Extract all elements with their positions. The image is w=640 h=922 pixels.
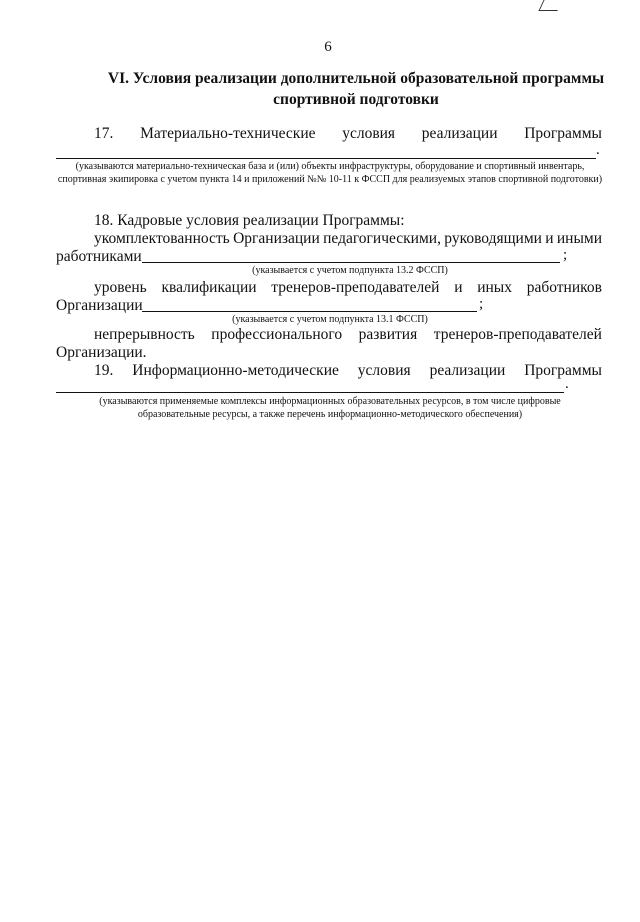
item19-end-mark: . — [565, 376, 569, 392]
staffing-line2: работниками — [56, 248, 142, 265]
staffing-blank-line — [142, 262, 560, 263]
item17-word: 17. — [94, 125, 114, 142]
staffing-note: (указывается с учетом подпункта 13.2 ФССП) — [252, 265, 448, 276]
qualification-word: иных — [477, 279, 512, 296]
item17-end-mark: . — [596, 142, 600, 158]
continuity-word: развития — [358, 326, 418, 343]
continuity-line2: Организации. — [56, 344, 147, 361]
staffing-word: Организации — [233, 230, 320, 247]
item19-word: условия — [357, 362, 411, 379]
staffing-word: иными — [556, 230, 602, 247]
item17-word: реализации — [421, 125, 498, 142]
qualification-blank-line — [142, 311, 477, 312]
continuity-line — [94, 325, 602, 345]
continuity-word: тренеров-преподавателей — [433, 326, 602, 343]
staffing-word: и — [545, 230, 554, 247]
staffing-end-mark: ; — [563, 247, 568, 263]
item19-note: (указываются применяемые комплексы информационных образовательных ресурсов, в том числе цифровые образовательные ресурсы, а также перечень информационно-методического обеспечения) — [99, 396, 561, 420]
item19-line — [94, 361, 602, 381]
staffing-line — [94, 229, 602, 249]
qualification-line2: Организации — [56, 297, 143, 314]
item19-word: 19. — [94, 362, 114, 379]
staffing-word: укомплектованность — [94, 230, 230, 247]
item17-note: (указываются материально-техническая база и (или) объекты инфраструктуры, оборудование и спортивный инвентарь, спортивная экипировка с учетом пункта 14 и приложений №№ 10-11 к ФССП для реализуемых этапов спортивной подготовки) — [57, 161, 603, 185]
item18-heading: 18. Кадровые условия реализации Программы: — [94, 212, 405, 229]
item17-word: условия — [342, 125, 396, 142]
qualification-word: уровень — [94, 279, 147, 296]
qualification-end-mark: ; — [479, 296, 484, 312]
staffing-word: педагогическими, — [323, 230, 441, 247]
qualification-word: работников — [526, 279, 602, 296]
scan-corner-mark — [538, 0, 562, 11]
page-number: 6 — [324, 39, 332, 55]
item19-word: реализации — [429, 362, 506, 379]
qualification-word: и — [454, 279, 463, 296]
item17-line — [94, 124, 602, 144]
qualification-note: (указывается с учетом подпункта 13.1 ФССП) — [232, 314, 428, 325]
item17-word: Материально-технические — [140, 125, 316, 142]
qualification-line — [94, 278, 602, 298]
qualification-word: тренеров-преподавателей — [271, 279, 440, 296]
staffing-word: руководящими — [444, 230, 542, 247]
continuity-word: непрерывность — [94, 326, 195, 343]
continuity-word: профессионального — [211, 326, 343, 343]
section-title: VI. Условия реализации дополнительной образовательной программы спортивной подготовки — [107, 70, 605, 108]
item17-blank-line — [56, 158, 596, 159]
qualification-word: квалификации — [161, 279, 257, 296]
item19-word: Программы — [524, 362, 602, 379]
item19-blank-line — [56, 392, 564, 393]
item17-word: Программы — [524, 125, 602, 142]
item19-word: Информационно-методические — [132, 362, 339, 379]
